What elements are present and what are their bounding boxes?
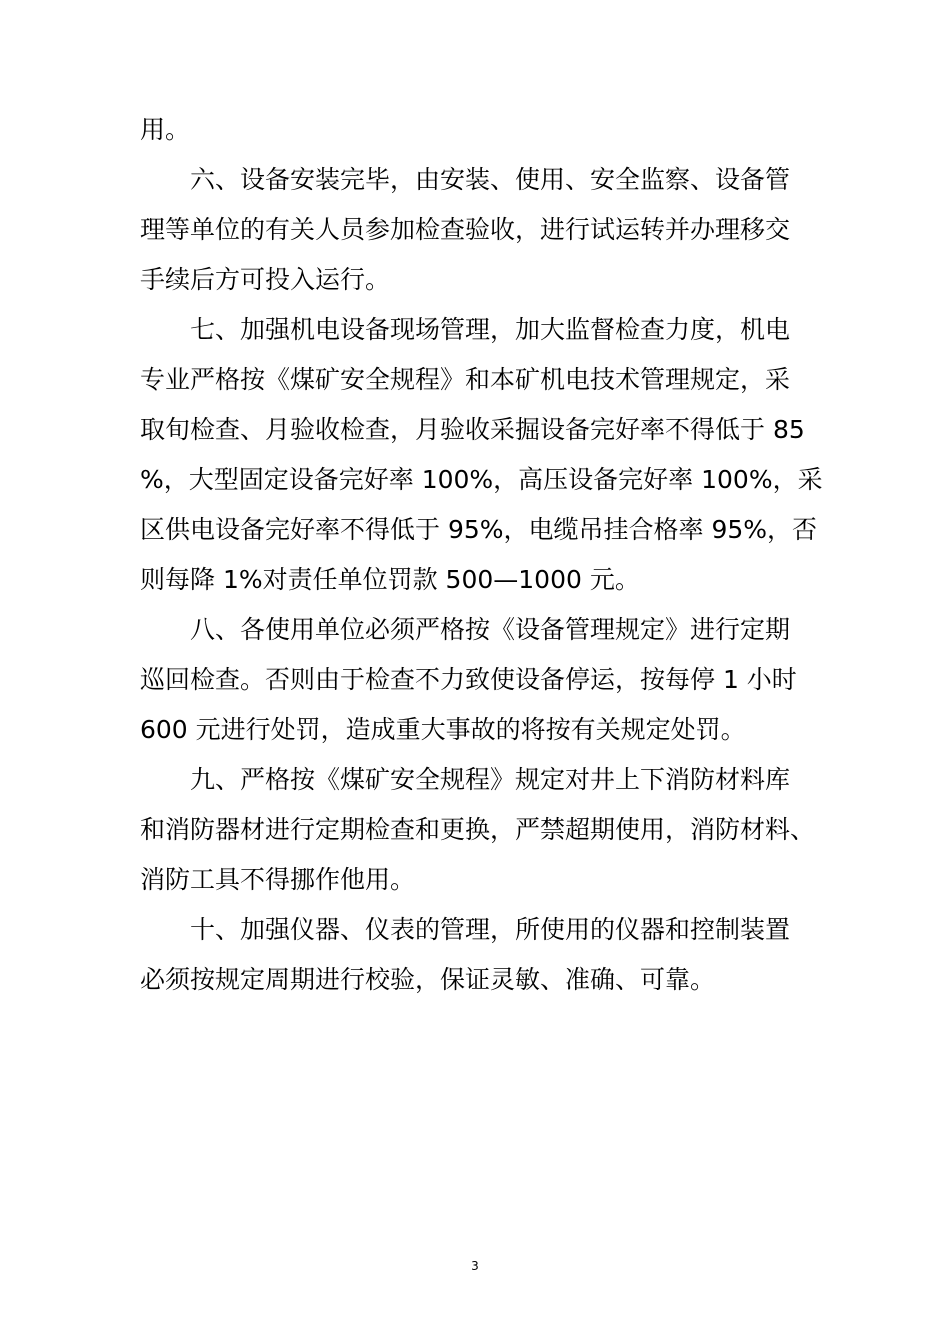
paragraph-7-line-5: 区供电设备完好率不得低于 95%，电缆吊挂合格率 95%，否: [140, 515, 818, 544]
paragraph-10-line-2: 必须按规定周期进行校验，保证灵敏、准确、可靠。: [140, 965, 716, 994]
paragraph-6-line-2: 理等单位的有关人员参加检查验收，进行试运转并办理移交: [140, 215, 791, 244]
paragraph-7-line-3: 取旬检查、月验收检查，月验收采掘设备完好率不得低于 85: [140, 415, 805, 444]
paragraph-8-line-2: 巡回检查。否则由于检查不力致使设备停运，按每停 1 小时: [140, 665, 797, 694]
paragraph-10-line-1: 十、加强仪器、仪表的管理，所使用的仪器和控制装置: [190, 915, 791, 944]
paragraph-9-line-2: 和消防器材进行定期检查和更换，严禁超期使用，消防材料、: [140, 815, 816, 844]
paragraph-9-line-1: 九、严格按《煤矿安全规程》规定对井上下消防材料库: [190, 765, 791, 794]
paragraph-7-line-2: 专业严格按《煤矿安全规程》和本矿机电技术管理规定，采: [140, 365, 791, 394]
paragraph-7-line-6: 则每降 1%对责任单位罚款 500—1000 元。: [140, 565, 640, 594]
text-line-continuation: 用。: [140, 115, 191, 144]
page-number: 3: [471, 1259, 479, 1273]
body-text: [140, 105, 840, 1005]
paragraph-7-line-4: %，大型固定设备完好率 100%，高压设备完好率 100%，采: [140, 465, 823, 494]
paragraph-9-line-3: 消防工具不得挪作他用。: [140, 865, 416, 894]
paragraph-6-line-3: 手续后方可投入运行。: [140, 265, 391, 294]
paragraph-7-line-1: 七、加强机电设备现场管理，加大监督检查力度，机电: [190, 315, 791, 344]
paragraph-6-line-1: 六、设备安装完毕，由安装、使用、安全监察、设备管: [190, 165, 791, 194]
paragraph-8-line-3: 600 元进行处罚，造成重大事故的将按有关规定处罚。: [140, 715, 746, 744]
paragraph-8-line-1: 八、各使用单位必须严格按《设备管理规定》进行定期: [190, 615, 791, 644]
